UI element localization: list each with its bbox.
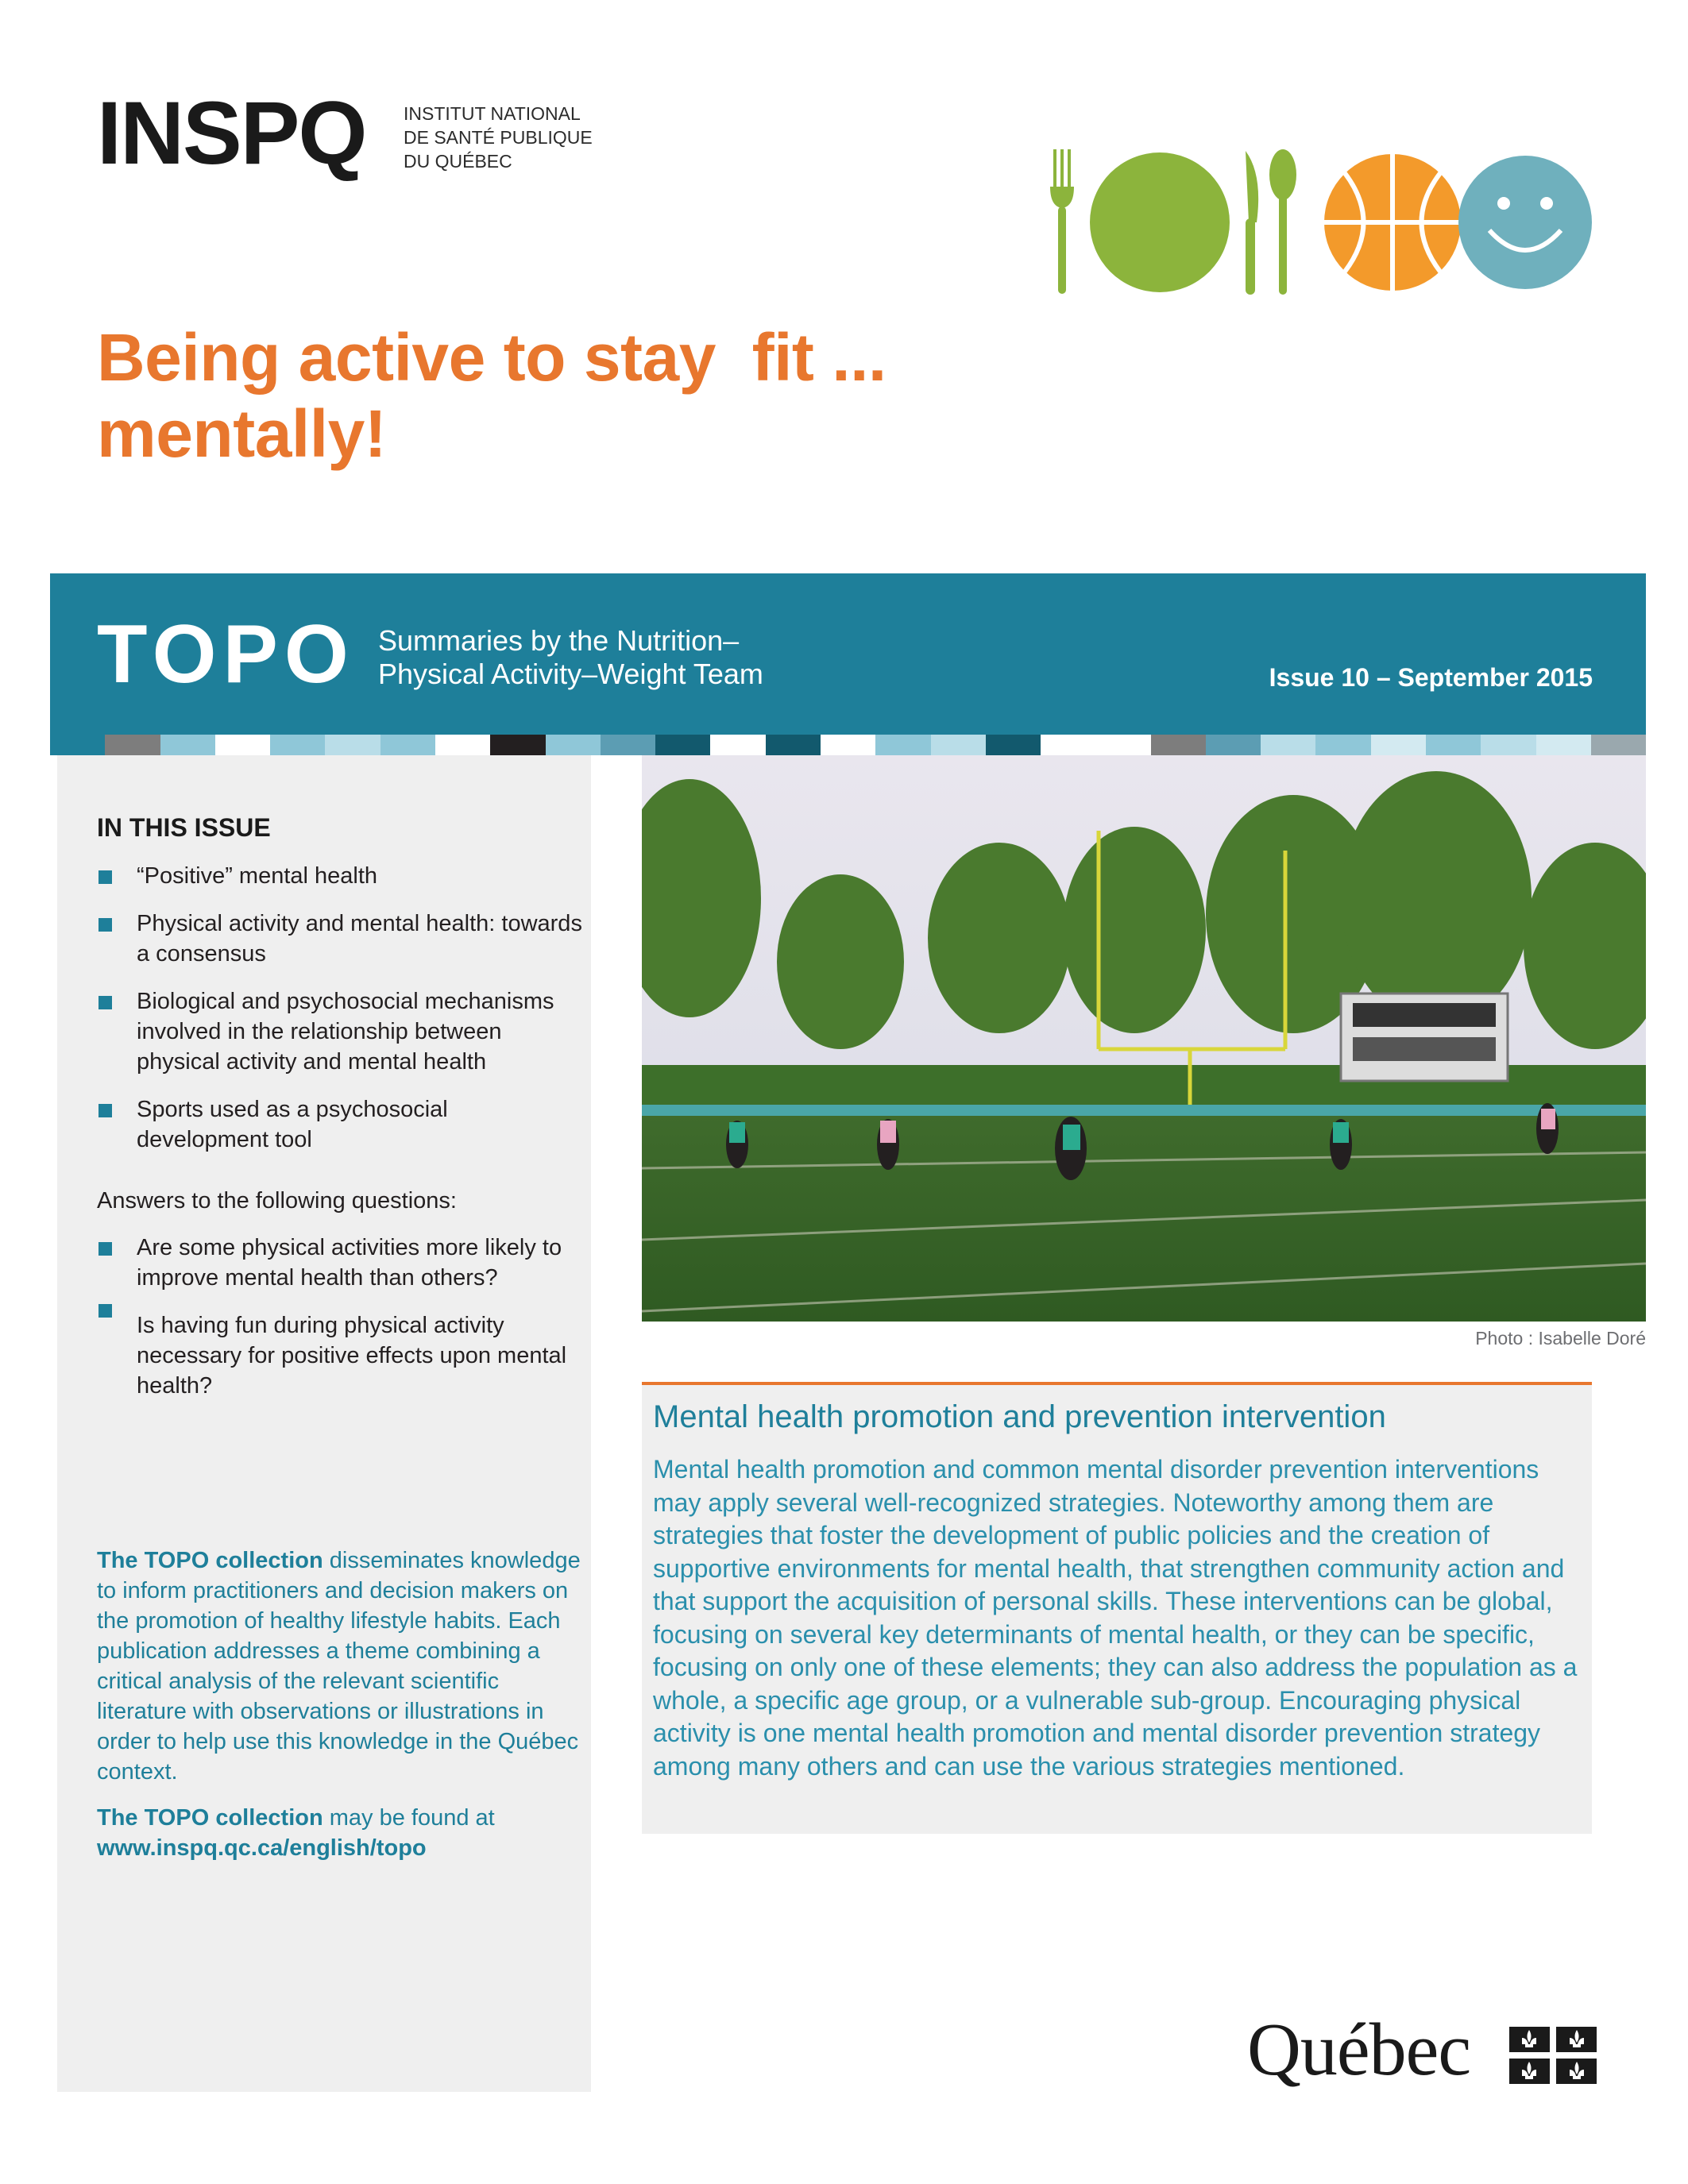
fork-icon xyxy=(1050,149,1074,294)
quebec-logo xyxy=(1247,2008,1597,2097)
plate-icon xyxy=(1090,152,1230,292)
list-item-text: “Positive” mental health xyxy=(137,863,378,889)
football-field-photo xyxy=(642,755,1646,1322)
list-item-text: Biological and psychosocial mechanisms involved in the relationship between physical activity and mental health xyxy=(137,989,554,1075)
bullet-square-icon xyxy=(98,1104,112,1117)
collection-description xyxy=(97,1545,581,1787)
list-item-text: Physical activity and mental health: towards a consensus xyxy=(137,911,582,967)
list-item-text: Is having fun during physical activity necessary for positive effects upon mental health? xyxy=(137,1313,567,1399)
collection-url-link[interactable]: www.inspq.qc.ca/english/topo xyxy=(97,1835,427,1861)
topo-subtitle xyxy=(378,624,763,691)
bullet-square-icon xyxy=(98,1304,112,1318)
list-item xyxy=(98,1094,583,1155)
institute-line: DE SANTÉ PUBLIQUE xyxy=(404,127,593,148)
decorative-stripes xyxy=(50,735,1646,755)
institute-line: INSTITUT NATIONAL xyxy=(404,103,581,124)
in-this-issue-heading: IN THIS ISSUE xyxy=(97,813,271,842)
collection-location xyxy=(97,1803,581,1863)
bullet-square-icon xyxy=(98,918,112,932)
list-item xyxy=(98,1310,583,1401)
box-heading: Mental health promotion and prevention intervention xyxy=(653,1399,1386,1434)
list-item xyxy=(98,1233,583,1293)
collection-name: The TOPO collection xyxy=(97,1805,323,1831)
bullet-square-icon xyxy=(98,870,112,884)
collection-name: The TOPO collection xyxy=(97,1548,323,1573)
theme-icons xyxy=(1041,143,1597,302)
basketball-icon xyxy=(1324,154,1461,291)
questions-list xyxy=(98,1233,583,1418)
list-item xyxy=(98,861,583,891)
list-item xyxy=(98,986,583,1077)
topo-subtitle-line-2: Physical Activity–Weight Team xyxy=(378,658,763,690)
page-title xyxy=(97,319,1130,472)
issue-topics-list xyxy=(98,861,583,1172)
title-line-1: Being active to stay fit ... xyxy=(97,320,886,395)
quebec-wordmark: Québec xyxy=(1247,2008,1471,2091)
bullet-square-icon xyxy=(98,996,112,1009)
institute-line: DU QUÉBEC xyxy=(404,151,512,172)
knife-icon xyxy=(1246,151,1258,295)
institute-name xyxy=(404,102,593,173)
collection-found-text: may be found at xyxy=(323,1805,495,1831)
answers-heading: Answers to the following questions: xyxy=(97,1188,457,1214)
list-item xyxy=(98,909,583,969)
topo-title: TOPO xyxy=(97,608,355,700)
smiley-icon xyxy=(1458,156,1592,289)
box-body-text: Mental health promotion and common mental disorder prevention interventions may apply several well-recognized strategies. Noteworthy among them are strategies that foster the development of public policies and the creation of supportive environments for mental health, that strengthen community action and that support the acquisition of personal skills. These interventions can be global, focusing on several key determinants of mental health, or they can be specific, focusing on only one of these elements; they can also address the population as a whole, a specific age group, or a vulnerable sub-group. Encouraging physical activity is one mental health promotion and mental disorder prevention strategy among many others and can use the various strategies mentioned. xyxy=(653,1455,1578,1781)
title-line-2: mentally! xyxy=(97,396,387,471)
spoon-icon xyxy=(1269,149,1296,295)
issue-label: Issue 10 – September 2015 xyxy=(1269,663,1593,692)
list-item-text: Are some physical activities more likely to improve mental health than others? xyxy=(137,1235,562,1291)
topo-subtitle-line-1: Summaries by the Nutrition– xyxy=(378,624,740,657)
photo-credit: Photo : Isabelle Doré xyxy=(1475,1328,1646,1349)
collection-text: disseminates knowledge to inform practitioners and decision makers on the promotion of healthy lifestyle habits. Each publication addresses a theme combining a critical analysis of the relevant scientific literature with observations or illustrations in order to help use this knowledge in the Québec context. xyxy=(97,1548,581,1785)
bullet-square-icon xyxy=(98,1242,112,1256)
fleur-de-lis-flag-icon xyxy=(1509,2027,1597,2084)
inspq-logo: INSPQ xyxy=(97,83,366,183)
list-item-text: Sports used as a psychosocial development tool xyxy=(137,1097,448,1152)
